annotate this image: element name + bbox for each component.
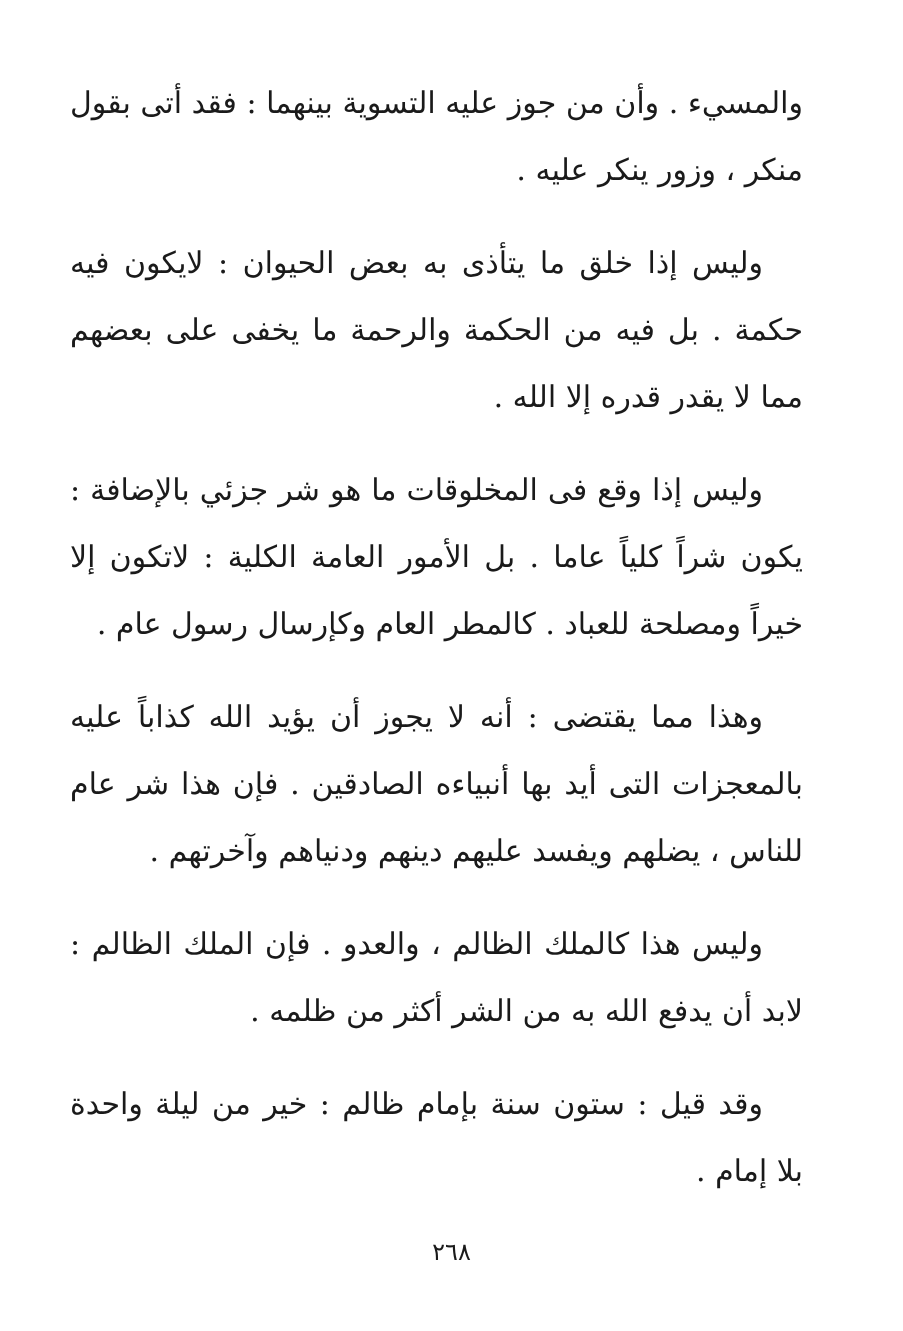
page-number: ٢٦٨ bbox=[432, 1238, 471, 1266]
paragraph-3: وليس إذا وقع فى المخلوقات ما هو شر جزئي بالإضافة : يكون شراً كلياً عاما . بل الأمور العامة الكلية : لاتكون إلا خيراً ومصلحة للعباد . كالمطر العام وكإرسال رسول عام . bbox=[70, 473, 803, 642]
paragraph-continuation: والمسيء . وأن من جوز عليه التسوية بينهما : فقد أتى بقول منكر ، وزور ينكر عليه . bbox=[70, 86, 803, 188]
paragraph-5: وليس هذا كالملك الظالم ، والعدو . فإن الملك الظالم : لابد أن يدفع الله به من الشر أكثر من ظلمه . bbox=[70, 927, 803, 1029]
paragraph-2: وليس إذا خلق ما يتأذى به بعض الحيوان : لايكون فيه حكمة . بل فيه من الحكمة والرحمة ما يخفى على بعضهم مما لا يقدر قدره إلا الله . bbox=[70, 246, 803, 415]
paragraph-4: وهذا مما يقتضى : أنه لا يجوز أن يؤيد الله كذاباً عليه بالمعجزات التى أيد بها أنبياءه الصادقين . فإن هذا شر عام للناس ، يضلهم ويفسد عليهم دينهم ودنياهم وآخرتهم . bbox=[70, 700, 803, 869]
paragraph-6: وقد قيل : ستون سنة بإمام ظالم : خير من ليلة واحدة بلا إمام . bbox=[70, 1087, 803, 1189]
